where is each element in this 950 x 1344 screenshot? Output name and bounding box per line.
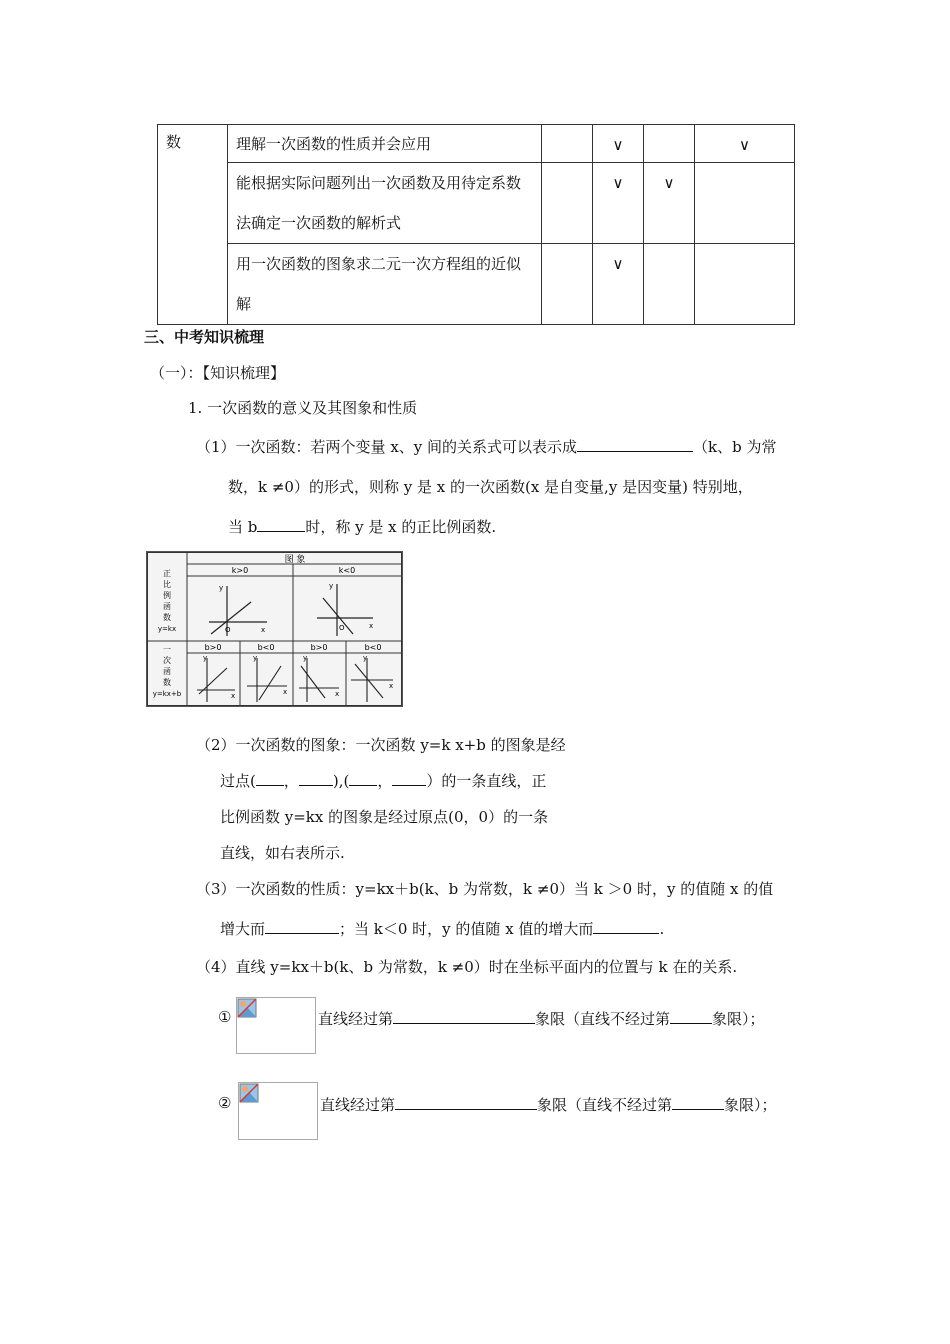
graph-kneg — [317, 584, 373, 636]
q1-number: ① — [218, 1008, 232, 1026]
svg-text:y: y — [203, 654, 208, 662]
svg-text:x: x — [261, 626, 266, 634]
check-mark: ∨ — [612, 255, 624, 273]
para4: （4）直线 y=kx＋b(k、b 为常数，k ≠0）时在坐标平面内的位置与 k 在的关系. — [196, 958, 738, 976]
svg-text:y: y — [303, 654, 308, 662]
table-row: 理解一次函数的性质并会应用 — [228, 125, 542, 163]
label-linear: 一次函数 y=kx+b — [152, 645, 182, 698]
check-mark: ∨ — [612, 136, 624, 154]
label-proportional: 正比例函数 y=kx — [157, 569, 177, 633]
para3-line2: 增大而 ；当 k＜0 时，y 的值随 x 值的增大而 . — [220, 920, 665, 938]
check-mark — [644, 125, 694, 131]
svg-text:x: x — [335, 690, 340, 698]
figure-header: 图 象 — [284, 555, 306, 565]
section-title: 三、中考知识梳理 — [144, 328, 265, 346]
svg-text:y: y — [363, 654, 368, 662]
b-neg-label: b<0 — [364, 643, 382, 652]
svg-text:O: O — [225, 626, 231, 634]
check-mark: ∨ — [663, 174, 675, 192]
para2-line3: 比例函数 y=kx 的图象是经过原点(0，0）的一条 — [220, 808, 549, 826]
svg-text:x: x — [283, 688, 288, 696]
check-mark — [644, 244, 694, 250]
para1-line2: 数，k ≠0）的形式，则称 y 是 x 的一次函数(x 是自变量,y 是因变量) 特别地， — [228, 478, 753, 496]
graph-kpos — [209, 586, 267, 636]
table-row: 用一次函数的图象求二元一次方程组的近似解 — [228, 244, 542, 325]
broken-image-placeholder — [236, 997, 316, 1054]
q1-text: 直线经过第 象限（直线不经过第 象限）； — [318, 1010, 765, 1028]
topic-cell: 数 — [158, 125, 228, 325]
svg-text:y: y — [253, 654, 258, 662]
svg-text:x: x — [389, 682, 394, 690]
check-mark — [695, 244, 794, 250]
requirements-table — [157, 124, 795, 325]
item-title: 1. 一次函数的意义及其图象和性质 — [188, 399, 418, 417]
table-row: 能根据实际问题列出一次函数及用待定系数法确定一次函数的解析式 — [228, 163, 542, 244]
blank — [257, 517, 305, 532]
para3-line1: （3）一次函数的性质：y=kx＋b(k、b 为常数，k ≠0）当 k ＞0 时，y 的值随 x 的值 — [196, 880, 774, 898]
svg-text:x: x — [231, 692, 236, 700]
para2-line1: （2）一次函数的图象：一次函数 y=k x+b 的图象是经 — [196, 736, 566, 754]
broken-image-placeholder — [238, 1082, 318, 1140]
function-graphs-figure — [146, 551, 403, 707]
subsection-title: （一）：【知识梳理】 — [150, 364, 286, 382]
image-icon — [237, 998, 257, 1018]
graph-linear — [197, 658, 393, 702]
check-mark — [695, 163, 794, 169]
para2-line4: 直线，如右表所示. — [220, 844, 345, 862]
image-icon — [239, 1083, 259, 1103]
check-mark — [542, 125, 592, 131]
blank — [577, 437, 693, 452]
k-neg-label: k<0 — [338, 566, 356, 575]
q2-number: ② — [218, 1094, 232, 1112]
b-neg-label: b<0 — [257, 643, 275, 652]
svg-text:x: x — [369, 622, 374, 630]
check-mark: ∨ — [612, 174, 624, 192]
para2-line2: 过点( ， ),( ， ）的一条直线，正 — [220, 772, 547, 790]
para1-line3: 当 b 时，称 y 是 x 的正比例函数. — [228, 518, 497, 536]
b-pos-label: b>0 — [310, 643, 328, 652]
check-mark — [542, 163, 592, 169]
b-pos-label: b>0 — [204, 643, 222, 652]
para1-line1: （1）一次函数：若两个变量 x、y 间的关系式可以表示成 （k、b 为常 — [196, 438, 777, 456]
svg-text:O: O — [339, 624, 345, 632]
check-mark: ∨ — [739, 136, 750, 154]
q2-text: 直线经过第 象限（直线不经过第 象限）； — [320, 1096, 777, 1114]
check-mark — [542, 244, 592, 250]
k-pos-label: k>0 — [231, 566, 249, 575]
svg-text:y: y — [219, 584, 224, 592]
svg-text:y: y — [329, 582, 334, 590]
graphs-svg — [147, 552, 402, 706]
